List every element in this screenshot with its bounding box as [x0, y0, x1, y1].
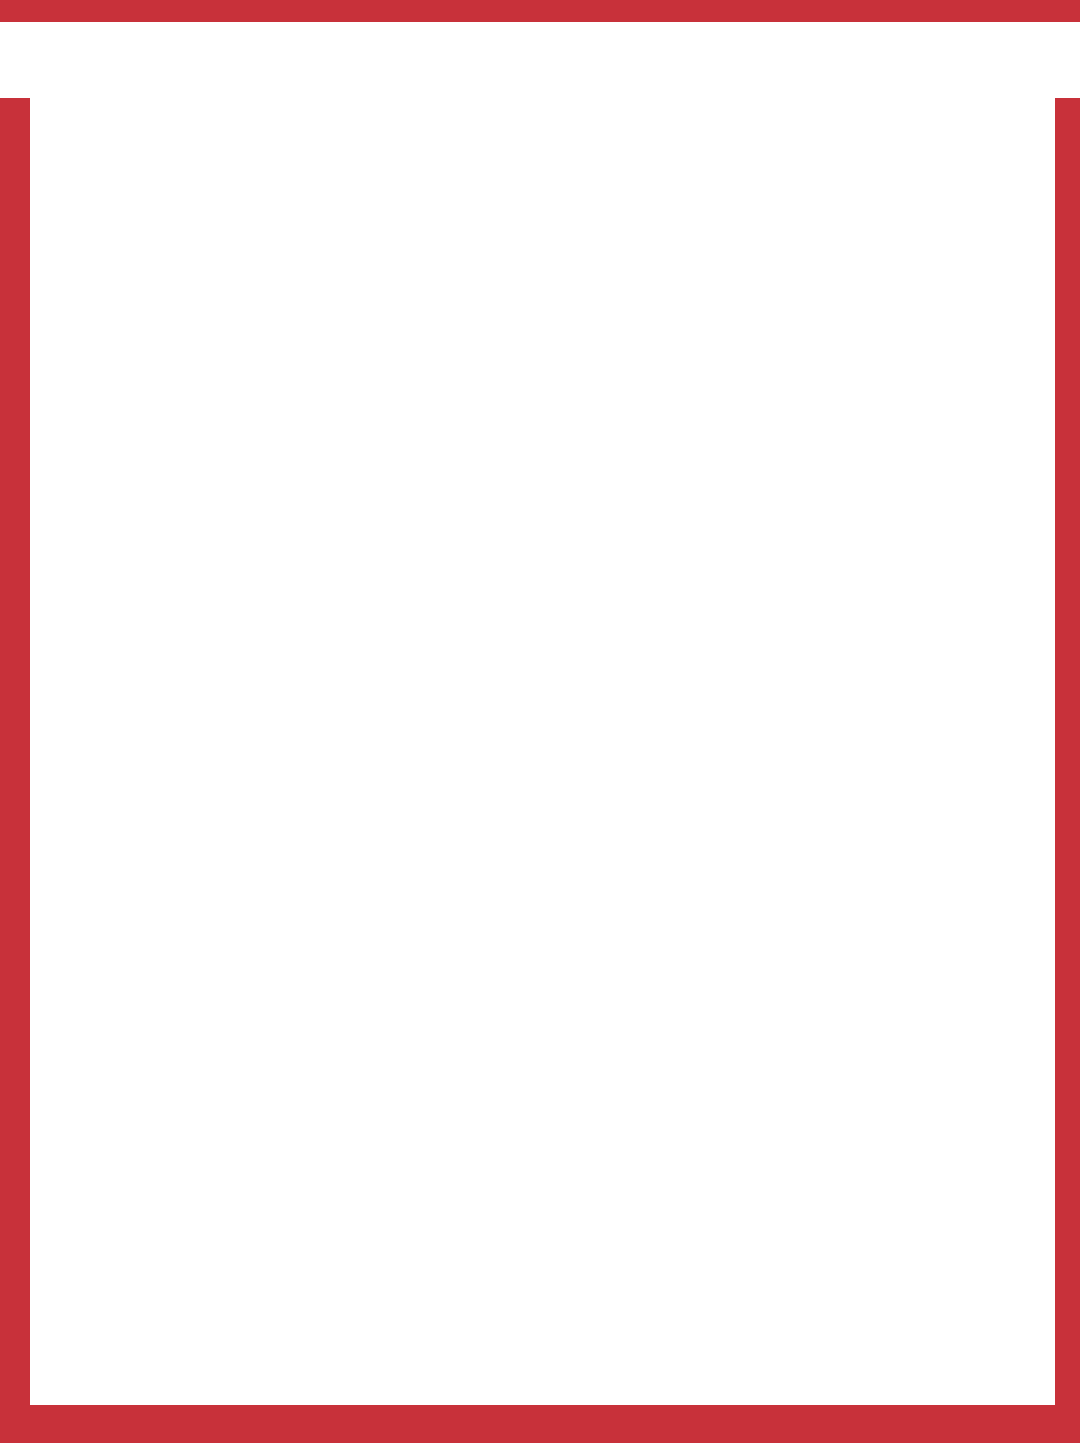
bottom-panel — [30, 970, 1055, 1405]
page-title — [0, 22, 1080, 98]
bar-chart — [30, 970, 1055, 1405]
scatter-and-donut-chart — [30, 98, 1055, 970]
top-panel — [30, 98, 1055, 970]
